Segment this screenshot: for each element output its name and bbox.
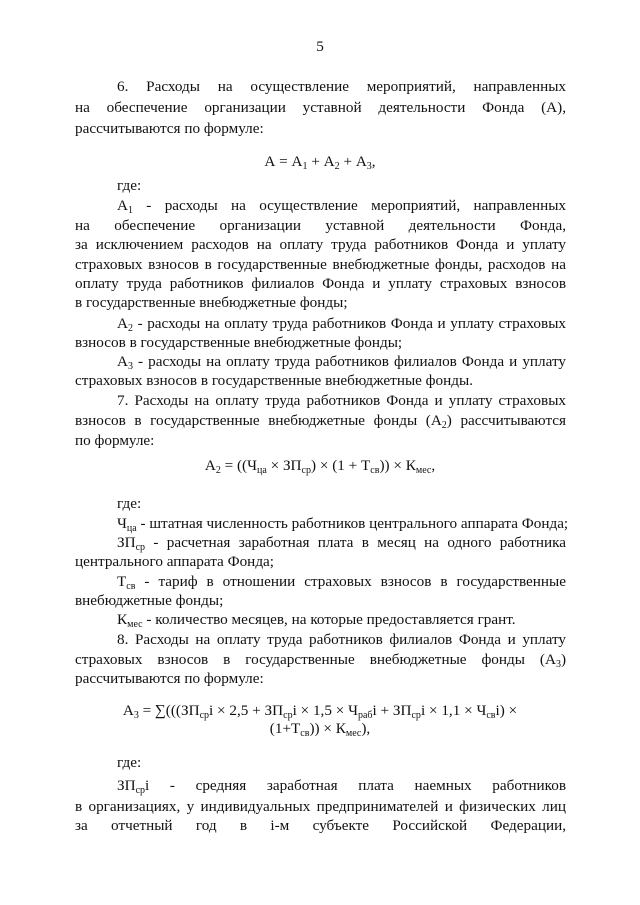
text-line: внебюджетные фонды; xyxy=(75,592,224,609)
text-line: страховых взносов в государственные внебюджетные фонды, расходов на xyxy=(75,256,566,273)
text-line: страховых взносов в государственные внебюджетные фонды. xyxy=(75,372,473,389)
text-line: в государственные внебюджетные фонды; xyxy=(75,294,348,311)
text-line: за отчетный год в i-м субъекте Российской Федерации, xyxy=(75,817,566,834)
text-line: по формуле: xyxy=(75,432,155,449)
text-line: где: xyxy=(117,495,142,512)
formula-a3-line2: $(1+Т_{св})) \times К_{мес}$), xyxy=(269,720,371,739)
formula-a2: $А_2 = ((Ч_{ца} \times ЗП_{ср}) \times (1 + Т_{св})) \times К_{мес}$, xyxy=(204,457,436,476)
text-line: $ЗП_{ср}i$ - средняя заработная плата наемных работников xyxy=(117,777,566,796)
text-line: $ЗП_{ср}$ - расчетная заработная плата в месяц на одного работника xyxy=(117,534,566,553)
text-line: $А_3$ - расходы на оплату труда работников филиалов Фонда и уплату xyxy=(117,353,566,372)
text-line: в организациях, у индивидуальных предпринимателей и физических лиц xyxy=(75,798,566,815)
text-line: страховых взносов в государственные внебюджетные фонды $(А_3)$ xyxy=(75,651,566,670)
text-line: 6. Расходы на осуществление мероприятий, направленных xyxy=(117,78,566,95)
formula-a3-line1: $А_3 = \sum(((ЗП_{ср}i \times 2,5 + ЗП_{ср}i \times 1,5 \times Ч_{раб}i + ЗП_{ср}i \times 1,1 \times Ч_{св}i)$ × xyxy=(122,702,518,721)
text-line: $К_{мес}$ - количество месяцев, на которые предоставляется грант. xyxy=(117,611,516,630)
text-line: на обеспечение организации уставной деятельности Фонда, xyxy=(75,217,566,234)
text-line: рассчитываются по формуле: xyxy=(75,120,264,137)
formula-a: $А = А_1 + А_2 + А_3$, xyxy=(264,153,376,172)
text-line: на обеспечение организации уставной деятельности Фонда (А), xyxy=(75,99,566,116)
text-line: 7. Расходы на оплату труда работников Фонда и уплату страховых xyxy=(117,392,566,409)
text-line: взносов в государственные внебюджетные фонды; xyxy=(75,334,403,351)
text-line: взносов в государственные внебюджетные фонды $(А_2)$ рассчитываются xyxy=(75,412,566,431)
text-line: $А_2$ - расходы на оплату труда работников Фонда и уплату страховых xyxy=(117,315,566,334)
page-number: 5 xyxy=(316,38,324,55)
text-line: где: xyxy=(117,754,142,771)
text-line: 8. Расходы на оплату труда работников филиалов Фонда и уплату xyxy=(117,631,566,648)
text-line: за исключением расходов на оплату труда работников Фонда и уплату xyxy=(75,236,566,253)
text-line: рассчитываются по формуле: xyxy=(75,670,264,687)
text-line: $Т_{св}$ - тариф в отношении страховых взносов в государственные xyxy=(117,573,566,592)
text-line: оплату труда работников филиалов Фонда и уплату страховых взносов xyxy=(75,275,566,292)
text-line: центрального аппарата Фонда; xyxy=(75,553,275,570)
text-line: $Ч_{ца}$ - штатная численность работников центрального аппарата Фонда; xyxy=(117,515,569,534)
text-line: $А_1$ - расходы на осуществление мероприятий, направленных xyxy=(117,197,566,216)
text-line: где: xyxy=(117,177,142,194)
